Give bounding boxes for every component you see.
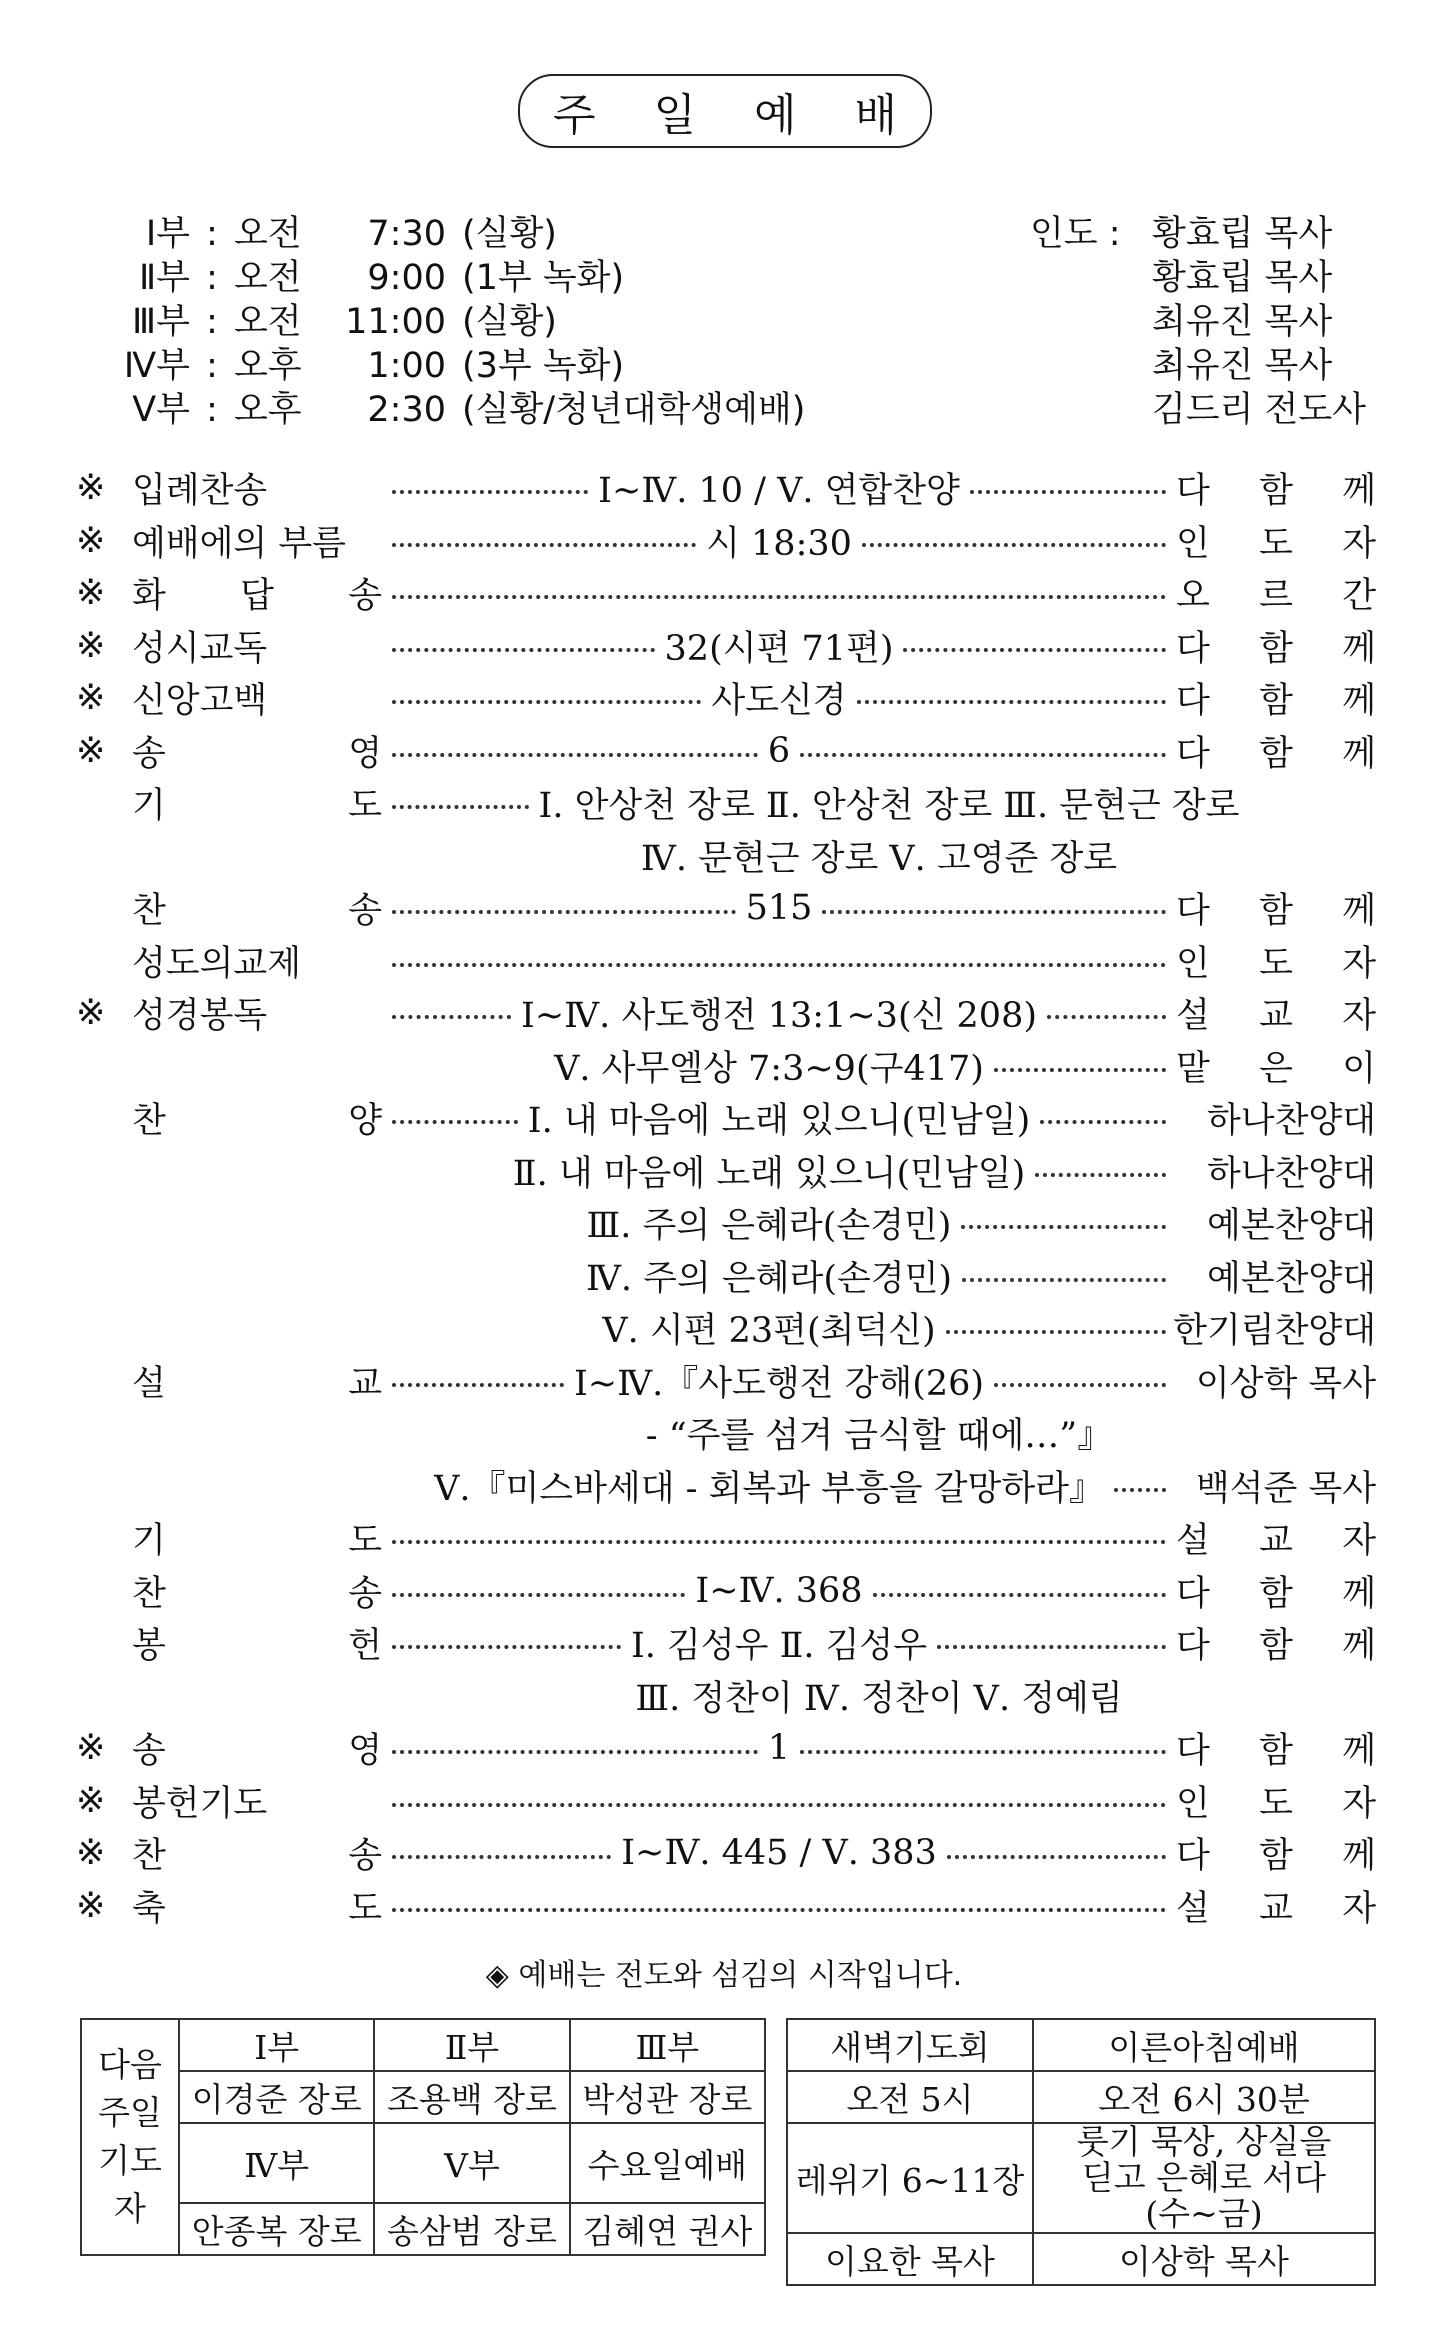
leader-dots (392, 805, 529, 809)
table-header: 이른아침예배 (1033, 2019, 1375, 2071)
leader-dots (937, 1645, 1166, 1649)
leader-name: 황효립 목사 (1152, 214, 1333, 254)
table-cell: 조용백 장로 (374, 2071, 569, 2123)
order-row (76, 672, 1376, 725)
order-item-leader: 인 도 자 (1176, 943, 1376, 984)
order-row (76, 1827, 1376, 1880)
time: 9:00 (367, 258, 446, 298)
prayer-table (80, 2018, 766, 2256)
order-item-detail: Ⅴ.『미스바세대 - 회복과 부흥을 갈망하라』 (434, 1468, 1104, 1509)
leader-dots (994, 1068, 1166, 1072)
leader-dots (392, 1383, 564, 1387)
service-schedule (98, 212, 805, 432)
order-row (76, 1670, 1376, 1723)
leader-dots (822, 910, 1166, 914)
leader-name: 최유진 목사 (1152, 346, 1333, 386)
table-cell: 김혜연 권사 (570, 2203, 765, 2255)
order-item-detail: Ⅰ. 김성우 Ⅱ. 김성우 (630, 1626, 928, 1667)
standing-mark: ※ (76, 730, 106, 771)
order-item-label: 화 답 송 (132, 576, 382, 617)
standing-mark: ※ (76, 1833, 106, 1874)
leader-dots (857, 700, 1166, 704)
order-row (76, 1145, 1376, 1198)
table-header: 새벽기도회 (787, 2019, 1033, 2071)
leader-dots (961, 1225, 1166, 1229)
leader-dots (994, 1383, 1166, 1387)
standing-mark: ※ (76, 1728, 106, 1769)
table-cell: 이상학 목사 (1033, 2233, 1375, 2285)
leader-dots (1114, 1488, 1166, 1492)
leader-dots (800, 753, 1166, 757)
order-item-label: 설 교 (132, 1363, 382, 1404)
table-header: 수요일예배 (570, 2123, 765, 2203)
order-item-label: 송 영 (132, 733, 382, 774)
leader-dots (392, 700, 701, 704)
leader-dots (392, 1645, 621, 1649)
order-item-detail: Ⅲ. 정찬이 Ⅳ. 정찬이 Ⅴ. 정예림 (635, 1678, 1123, 1719)
order-row (76, 1460, 1376, 1513)
order-item-label: 찬 송 (132, 891, 382, 932)
order-item-detail: Ⅴ. 시편 23편(최덕신) (602, 1311, 936, 1352)
table-header: Ⅳ부 (179, 2123, 374, 2203)
table-cell: 오전 6시 30분 (1033, 2071, 1375, 2123)
order-row (76, 1565, 1376, 1618)
order-item-detail: 515 (745, 888, 813, 929)
table-cell: 오전 5시 (787, 2071, 1033, 2123)
leader-dots (862, 543, 1166, 547)
order-row (76, 1040, 1376, 1093)
order-row (76, 1722, 1376, 1775)
order-item-label: 입례찬송 (132, 471, 268, 512)
order-item-detail: Ⅲ. 주의 은혜라(손경민) (586, 1206, 952, 1247)
table-cell: 안종복 장로 (179, 2203, 374, 2255)
ampm: 오전 (234, 214, 302, 254)
time: 11:00 (345, 302, 446, 342)
order-row (76, 1880, 1376, 1933)
order-item-label: 찬 양 (132, 1101, 382, 1142)
order-row (76, 1775, 1376, 1828)
leader-dots (392, 1120, 518, 1124)
time: 7:30 (367, 214, 446, 254)
ampm: 오전 (234, 258, 302, 298)
order-item-detail: Ⅴ. 사무엘상 7:3~9(구417) (554, 1048, 984, 1089)
order-row (76, 935, 1376, 988)
leader-dots (392, 1540, 1166, 1544)
order-item-leader: 예본찬양대 (1206, 1258, 1377, 1299)
table-header: Ⅴ부 (374, 2123, 569, 2203)
order-item-leader: 다 함 께 (1176, 1731, 1376, 1772)
order-item-leader: 다 함 께 (1176, 471, 1376, 512)
order-item-leader: 예본찬양대 (1206, 1206, 1377, 1247)
leader-dots (392, 1015, 511, 1019)
leader-dots (873, 1593, 1166, 1597)
order-item-detail: Ⅰ~Ⅳ. 10 / Ⅴ. 연합찬양 (598, 471, 960, 512)
order-item-label: 기 도 (132, 1521, 382, 1562)
order-item-leader: 한기림찬양대 (1173, 1311, 1377, 1352)
schedule-row: Ⅴ부 : 오후 2:30 (실황/청년대학생예배) (98, 388, 805, 432)
order-item-detail: Ⅰ~Ⅳ.『사도행전 강해(26) (573, 1363, 985, 1404)
leader-name: 황효립 목사 (1152, 258, 1333, 298)
leader-dots (1047, 1015, 1166, 1019)
order-item-leader: 맡 은 이 (1176, 1048, 1376, 1089)
order-row (76, 1302, 1376, 1355)
order-item-label: 예배에의 부름 (132, 523, 346, 564)
order-item-label: 찬 송 (132, 1836, 382, 1877)
table-header: Ⅲ부 (570, 2019, 765, 2071)
order-item-label: 성시교독 (132, 628, 268, 669)
time: 1:00 (367, 346, 446, 386)
order-item-detail: 사도신경 (711, 681, 847, 722)
order-row (76, 1092, 1376, 1145)
dawn-service-table (786, 2018, 1376, 2286)
leader-dots (903, 648, 1166, 652)
standing-mark: ※ (76, 993, 106, 1034)
table-header: Ⅰ부 (179, 2019, 374, 2071)
ampm: 오후 (234, 390, 302, 430)
order-item-label: 성도의교제 (132, 943, 302, 984)
order-item-leader: 하나찬양대 (1206, 1101, 1377, 1142)
order-row (76, 1407, 1376, 1460)
leader-dots (392, 1855, 611, 1859)
footer-note: ◈ 예배는 전도와 섬김의 시작입니다. (485, 1958, 963, 1993)
part-label: Ⅲ부 (132, 302, 190, 342)
order-item-detail: Ⅰ~Ⅳ. 368 (695, 1570, 863, 1611)
leader-dots (392, 543, 696, 547)
standing-mark: ※ (76, 468, 106, 509)
leader-dots (946, 1330, 1166, 1334)
order-row (76, 567, 1376, 620)
leader-dots (1035, 1173, 1166, 1177)
leader-name: 최유진 목사 (1152, 302, 1333, 342)
leader-dots (1040, 1120, 1166, 1124)
order-item-label: 송 영 (132, 1731, 382, 1772)
leader-name: 김드리 전도사 (1152, 390, 1366, 430)
standing-mark: ※ (76, 520, 106, 561)
order-item-label: 봉 헌 (132, 1626, 382, 1667)
order-item-detail: 32(시편 71편) (664, 628, 894, 669)
leader-dots (800, 1750, 1166, 1754)
order-item-leader: 다 함 께 (1176, 733, 1376, 774)
table-cell: 룻기 묵상, 상실을 딛고 은혜로 서다 (수~금) (1033, 2123, 1375, 2233)
standing-mark: ※ (76, 1885, 106, 1926)
order-item-leader: 설 교 자 (1176, 1521, 1376, 1562)
order-item-leader: 다 함 께 (1176, 628, 1377, 669)
leader-dots (392, 1803, 1166, 1807)
time: 2:30 (367, 390, 446, 430)
standing-mark: ※ (76, 678, 106, 719)
table-cell: 송삼범 장로 (374, 2203, 569, 2255)
schedule-note: (실황/청년대학생예배) (462, 390, 806, 430)
part-label: Ⅳ부 (123, 346, 190, 386)
order-item-label: 기 도 (132, 786, 382, 827)
schedule-note: (실황) (462, 214, 557, 254)
leader-dots (392, 1908, 1166, 1912)
order-row (76, 725, 1376, 778)
order-item-detail: Ⅳ. 문현근 장로 Ⅴ. 고영준 장로 (640, 838, 1118, 879)
order-item-detail: Ⅱ. 내 마음에 노래 있으니(민남일) (512, 1153, 1026, 1194)
order-row (76, 882, 1376, 935)
part-label: Ⅰ부 (145, 214, 190, 254)
order-item-label: 신앙고백 (132, 681, 268, 722)
schedule-row: Ⅳ부 : 오후 1:00 (3부 녹화) (98, 344, 805, 388)
order-item-leader: 이상학 목사 (1195, 1363, 1377, 1404)
order-row (76, 1250, 1376, 1303)
order-row (76, 987, 1376, 1040)
table-cell: 이경준 장로 (179, 2071, 374, 2123)
schedule-note: (1부 녹화) (462, 258, 625, 298)
order-item-label: 성경봉독 (132, 996, 268, 1037)
order-item-detail: 1 (767, 1728, 791, 1769)
order-item-label: 봉헌기도 (132, 1783, 268, 1824)
order-item-leader: 다 함 께 (1176, 1573, 1376, 1614)
standing-mark: ※ (76, 573, 106, 614)
standing-mark: ※ (76, 625, 106, 666)
order-item-detail: - “주를 섬겨 금식할 때에…”』 (645, 1416, 1113, 1457)
leader-dots (392, 963, 1166, 967)
schedule-row: Ⅰ부 : 오전 7:30 (실황) (98, 212, 805, 256)
order-item-leader: 인 도 자 (1176, 523, 1376, 564)
order-item-detail: Ⅳ. 주의 은혜라(손경민) (585, 1258, 953, 1299)
part-label: Ⅴ부 (132, 390, 190, 430)
order-item-leader: 오 르 간 (1176, 576, 1376, 617)
leader-dots (392, 1593, 685, 1597)
leader-dots (947, 1855, 1166, 1859)
order-item-detail: 6 (767, 730, 791, 771)
order-row (76, 1617, 1376, 1670)
order-row (76, 777, 1376, 830)
order-item-label: 축 도 (132, 1888, 382, 1929)
prayer-side-label: 다음 주일 기도자 (81, 2019, 179, 2255)
ampm: 오후 (234, 346, 302, 386)
order-row (76, 1355, 1376, 1408)
order-item-detail: Ⅰ. 안상천 장로 Ⅱ. 안상천 장로 Ⅲ. 문현근 장로 (538, 786, 1240, 827)
schedule-row: Ⅱ부 : 오전 9:00 (1부 녹화) (98, 256, 805, 300)
leader-dots (962, 1278, 1166, 1282)
order-item-leader: 다 함 께 (1176, 1626, 1377, 1667)
table-cell: 레위기 6~11장 (787, 2123, 1033, 2233)
leaders-label: 인도 : (1030, 214, 1121, 254)
order-item-detail: Ⅰ. 내 마음에 노래 있으니(민남일) (527, 1101, 1031, 1142)
table-header: Ⅱ부 (374, 2019, 569, 2071)
order-row (76, 620, 1376, 673)
page-title: 주 일 예 배 (553, 90, 919, 141)
title-box (518, 74, 932, 148)
leader-dots (392, 490, 588, 494)
part-label: Ⅱ부 (138, 258, 190, 298)
table-cell: 이요한 목사 (787, 2233, 1033, 2285)
schedule-note: (실황) (462, 302, 557, 342)
order-item-label: 찬 송 (132, 1573, 382, 1614)
order-item-leader: 설 교 자 (1176, 996, 1377, 1037)
order-item-detail: Ⅰ~Ⅳ. 445 / Ⅴ. 383 (621, 1833, 937, 1874)
order-item-leader: 백석준 목사 (1195, 1468, 1377, 1509)
schedule-row: Ⅲ부 : 오전 11:00 (실황) (98, 300, 805, 344)
order-row (76, 515, 1376, 568)
leaders-list (1030, 212, 1366, 432)
order-item-detail: 시 18:30 (706, 523, 852, 564)
order-item-leader: 하나찬양대 (1206, 1153, 1377, 1194)
leader-dots (392, 1750, 758, 1754)
order-row (76, 830, 1376, 883)
order-item-detail: Ⅰ~Ⅳ. 사도행전 13:1~3(신 208) (521, 996, 1037, 1037)
order-row (76, 1512, 1376, 1565)
standing-mark: ※ (76, 1780, 106, 1821)
leader-dots (392, 595, 1166, 599)
order-item-leader: 다 함 께 (1176, 681, 1376, 722)
order-row (76, 462, 1376, 515)
leader-dots (392, 910, 736, 914)
ampm: 오전 (234, 302, 302, 342)
order-item-leader: 다 함 께 (1176, 891, 1376, 932)
table-cell: 박성관 장로 (570, 2071, 765, 2123)
leader-dots (970, 490, 1166, 494)
order-row (76, 1197, 1376, 1250)
leader-dots (392, 753, 758, 757)
leader-dots (392, 648, 655, 652)
order-item-leader: 설 교 자 (1176, 1888, 1376, 1929)
order-item-leader: 인 도 자 (1176, 1783, 1376, 1824)
order-of-worship (76, 462, 1376, 1932)
schedule-note: (3부 녹화) (462, 346, 625, 386)
order-item-leader: 다 함 께 (1176, 1836, 1377, 1877)
